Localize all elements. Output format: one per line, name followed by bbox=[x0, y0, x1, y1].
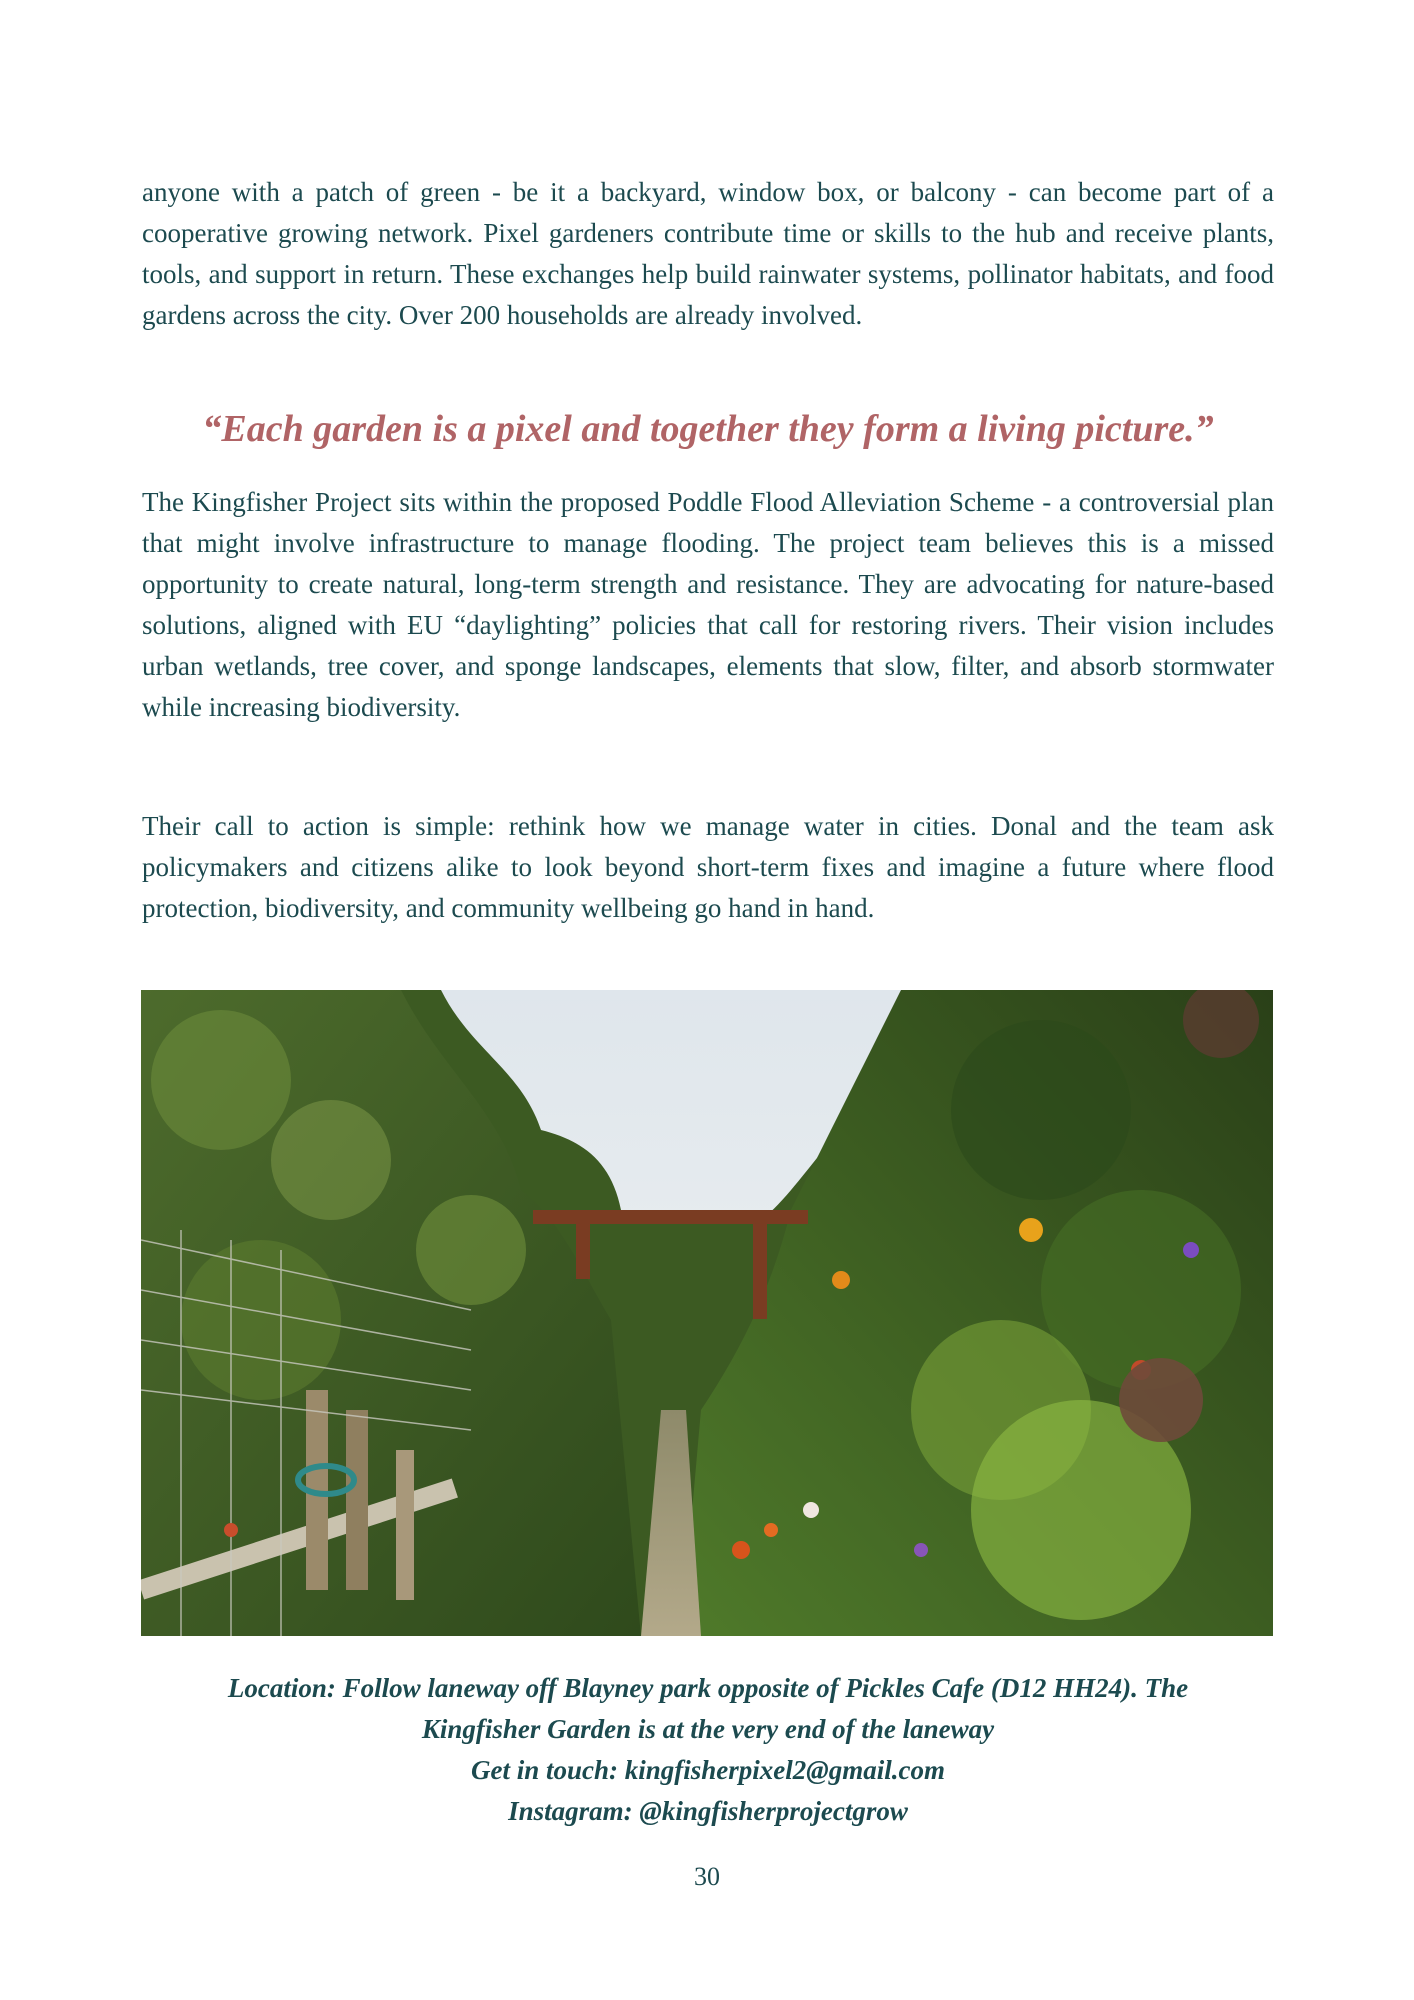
paragraph-call-to-action: Their call to action is simple: rethink how we manage water in cities. Donal and the team ask policymakers and citizens alike to look beyond short-term fixes and imagine a future where flood protection, biodiversity, and community wellbeing go hand in hand. bbox=[142, 811, 1274, 923]
garden-laneway-photo bbox=[141, 990, 1273, 1636]
paragraph-flood-scheme: The Kingfisher Project sits within the proposed Poddle Flood Alleviation Scheme - a controversial plan that might involve infrastructure to manage flooding. The project team believes this is a missed opportunity to create natural, long-term strength and resistance. They are advocating for nature-based solutions, aligned with EU “daylighting” policies that call for restoring rivers. Their vision includes urban wetlands, tree cover, and sponge landscapes, elements that slow, filter, and absorb stormwater while increasing biodiversity. bbox=[142, 487, 1274, 722]
photo-caption bbox=[142, 1668, 1274, 1832]
paragraph-pixel-gardeners: anyone with a patch of green - be it a backyard, window box, or balcony - can become part of a cooperative growing network. Pixel gardeners contribute time or skills to the hub and receive plants, tools, and support in return. These exchanges help build rainwater systems, pollinator habitats, and food gardens across the city. Over 200 households are already involved. bbox=[142, 177, 1274, 330]
caption-contact-email[interactable]: Get in touch: kingfisherpixel2@gmail.com bbox=[471, 1755, 945, 1785]
caption-instagram[interactable]: Instagram: @kingfisherprojectgrow bbox=[508, 1796, 908, 1826]
page-number: 30 bbox=[694, 1862, 720, 1891]
pull-quote: “Each garden is a pixel and together they form a living picture.” bbox=[202, 408, 1214, 450]
caption-location: Location: Follow laneway off Blayney park opposite of Pickles Cafe (D12 HH24). The Kingfisher Garden is at the very end of the laneway bbox=[227, 1673, 1189, 1744]
